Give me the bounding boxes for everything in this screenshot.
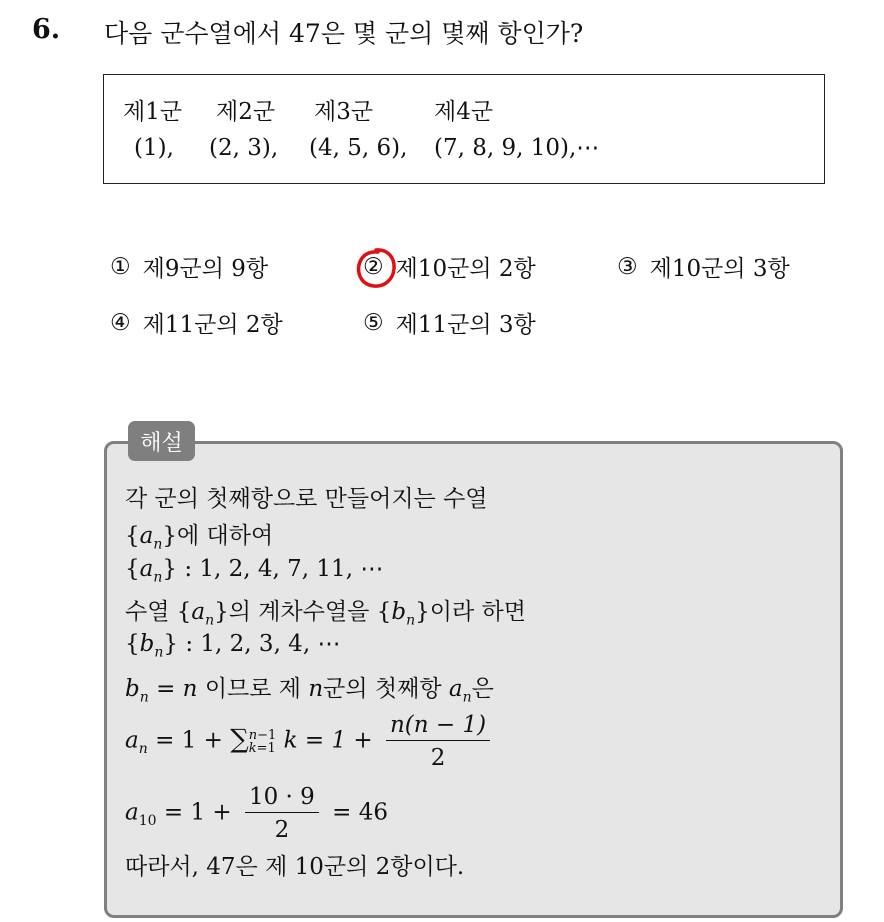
fraction-a10: $\frac{10 \cdot 9}{2}$ [245,784,319,843]
choice-text-4: 제11군의 2항 [142,312,283,338]
group-header-3: 제3군 [314,99,374,125]
answer-circle-icon [354,246,398,290]
group-terms-1: (1), [134,135,174,161]
choice-1[interactable] [110,250,268,283]
solution-line-8: $a_{10} = 1$ + $\frac{10 \cdot 9}{2}$ = 46 [125,784,388,843]
solution-line-1: 각 군의 첫째항으로 만들어지는 수열 [125,486,488,512]
choice-text-1: 제9군의 9항 [142,256,269,282]
choice-text-2: 제10군의 2항 [395,256,536,282]
choice-mark-1: ① [110,253,131,280]
group-header-1: 제1군 [123,99,183,125]
solution-line-2: $\{a_n\}$에 대하여 [125,523,274,553]
choice-text-5: 제11군의 3항 [395,312,536,338]
fraction-n: $\frac{n(n - 1)}{2}$ [386,712,490,771]
solution-line-5: $\{b_n\}$ : 1, 2, 3, 4, ⋯ [125,631,341,661]
choice-4[interactable] [110,306,283,339]
solution-line-7: $a_n = 1 + \sum n-1$ k=1 k = 1 + $\frac{n(n - 1)}{2}$ [125,712,496,771]
choice-mark-3: ③ [617,253,638,280]
solution-line-4: 수열 $\{a_n\}$의 계차수열을 $\{b_n\}$이라 하면 [125,599,526,629]
question-number: 6. [32,14,61,45]
group-terms-3: (4, 5, 6), [309,135,408,161]
group-terms-2: (2, 3), [209,135,279,161]
solution-line-6: $b_n = n$ 이므로 제 n군의 첫째항 $a_n$은 [125,676,494,706]
choice-mark-5: ⑤ [363,309,384,336]
choice-text-3: 제10군의 3항 [649,256,790,282]
group-terms-4: (7, 8, 9, 10),⋯ [434,135,600,161]
sequence-box [103,74,825,184]
solution-line-3: $\{a_n\}$ : 1, 2, 4, 7, 11, ⋯ [125,556,384,586]
choice-2[interactable] [363,250,536,283]
choice-mark-2: ② [363,254,384,280]
group-header-2: 제2군 [216,99,276,125]
choice-3[interactable] [617,250,790,283]
solution-tag: 해설 [128,421,195,461]
choice-mark-4: ④ [110,309,131,336]
group-header-4: 제4군 [434,99,494,125]
question-text: 다음 군수열에서 47은 몇 군의 몇째 항인가? [104,19,584,48]
solution-line-9: 따라서, 47은 제 10군의 2항이다. [125,854,465,880]
choice-5[interactable] [363,306,536,339]
